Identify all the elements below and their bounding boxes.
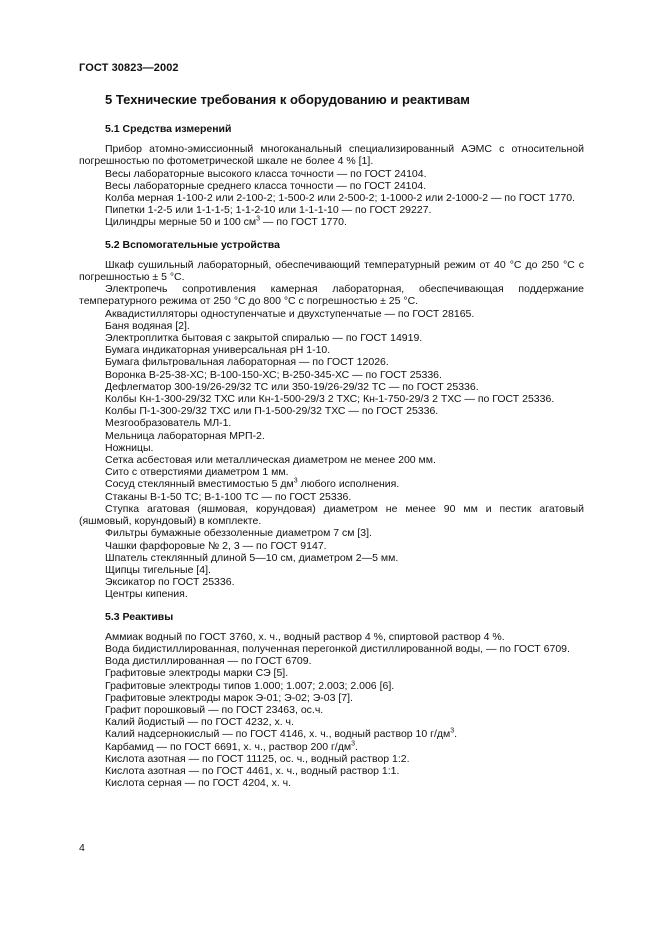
- section-title: 5 Технические требования к оборудованию и реактивам: [105, 92, 470, 107]
- paragraph: Весы лабораторные среднего класса точности — по ГОСТ 24104.: [105, 179, 427, 192]
- paragraph: Вода дистиллированная — по ГОСТ 6709.: [105, 655, 312, 668]
- subsection-title-5-3: 5.3 Реактивы: [105, 610, 174, 623]
- paragraph-carbamide: Карбамид — по ГОСТ 6691, х. ч., раствор 200 $г/дм^3$.: [105, 740, 358, 753]
- paragraph: Кислота азотная — по ГОСТ 4461, х. ч., водный раствор 1:1.: [105, 764, 400, 777]
- subsection-5-1-body: [79, 143, 584, 228]
- paragraph: Чашки фарфоровые № 2, 3 — по ГОСТ 9147.: [105, 539, 327, 552]
- page-content: [79, 92, 584, 789]
- paragraph: Колбы Кн-1-300-29/32 ТХС или Кн-1-500-29/3 2 ТХС; Кн-1-750-29/3 2 ТХС — по ГОСТ 25336.: [105, 393, 555, 406]
- paragraph: Ступка агатовая (яшмовая, корундовая) диаметром не менее 90 мм и пестик агатовый (яшмовый, корундовый) в комплекте.: [79, 502, 584, 528]
- paragraph: Дефлегматор 300-19/26-29/32 ТС или 350-19/26-29/32 ТС — по ГОСТ 25336.: [105, 380, 479, 393]
- paragraph: Кислота азотная — по ГОСТ 11125, ос. ч., водный раствор 1:2.: [105, 752, 410, 765]
- paragraph: Калий йодистый — по ГОСТ 4232, х. ч.: [105, 716, 294, 729]
- paragraph: Ножницы.: [105, 441, 154, 454]
- paragraph: Мельница лабораторная МРП-2.: [105, 429, 265, 442]
- paragraph: Щипцы тигельные [4].: [105, 563, 211, 576]
- paragraph: Стаканы В-1-50 ТС; В-1-100 ТС — по ГОСТ 25336.: [105, 490, 352, 503]
- paragraph: Мезгообразователь МЛ-1.: [105, 417, 232, 430]
- paragraph: Колба мерная 1-100-2 или 2-100-2; 1-500-2 или 2-500-2; 1-1000-2 или 2-1000-2 — по ГОСТ 1770.: [105, 192, 575, 205]
- subsection-5-3-body: [79, 631, 584, 790]
- paragraph: Эксикатор по ГОСТ 25336.: [105, 576, 235, 589]
- page-number: 4: [79, 842, 85, 854]
- paragraph-cylinders: Цилиндры мерные 50 и 100 $см^3$ — по ГОСТ 1770.: [105, 215, 347, 229]
- paragraph: Электроплитка бытовая с закрытой спиралью — по ГОСТ 14919.: [105, 332, 423, 345]
- paragraph: Кислота серная — по ГОСТ 4204, х. ч.: [105, 777, 292, 790]
- paragraph: Электропечь сопротивления камерная лабораторная, обеспечивающая поддержание температурного режима от 250 °С до 800 °С с погрешностью ± 25 °С.: [79, 283, 584, 308]
- paragraph: Аммиак водный по ГОСТ 3760, х. ч., водный раствор 4 %, спиртовой раствор 4 %.: [105, 630, 505, 643]
- paragraph: Фильтры бумажные обеззоленные диаметром 7 см [3].: [105, 527, 372, 540]
- paragraph: Бумага индикаторная универсальная pH 1-10.: [105, 344, 331, 357]
- paragraph: Воронка В-25-38-ХС; В-100-150-ХС; В-250-345-ХС — по ГОСТ 25336.: [105, 368, 442, 381]
- paragraph: Аквадистилляторы одноступенчатые и двухступенчатые — по ГОСТ 28165.: [105, 307, 475, 320]
- paragraph: Весы лабораторные высокого класса точности — по ГОСТ 24104.: [105, 167, 427, 180]
- paragraph: Колбы П-1-300-29/32 ТХС или П-1-500-29/32 ТХС — по ГОСТ 25336.: [105, 405, 439, 418]
- paragraph: Прибор атомно-эмиссионный многоканальный специализированный АЭМС с относительной погрешностью по фотометрической шкале не более 4 % [1].: [79, 143, 584, 168]
- subsection-title-5-1: 5.1 Средства измерений: [105, 123, 232, 135]
- paragraph: Графит порошковый — по ГОСТ 23463, ос.ч.: [105, 703, 324, 716]
- paragraph-potassium-persulfate: Калий надсернокислый — по ГОСТ 4146, х. ч., водный раствор 10 $г/дм^3$.: [105, 727, 458, 741]
- paragraph: Пипетки 1-2-5 или 1-1-1-5; 1-1-2-10 или 1-1-1-10 — по ГОСТ 29227.: [105, 204, 432, 217]
- paragraph: Сито с отверстиями диаметром 1 мм.: [105, 466, 289, 479]
- paragraph: Бумага фильтровальная лабораторная — по ГОСТ 12026.: [105, 356, 389, 369]
- paragraph: Шпатель стеклянный длиной 5—10 см, диаметром 2—5 мм.: [105, 551, 399, 564]
- paragraph: Графитовые электроды марок Э-01; Э-02; Э-03 [7].: [105, 691, 353, 704]
- paragraph: Графитовые электроды типов 1.000; 1.007; 2.003; 2.006 [6].: [105, 679, 395, 692]
- paragraph: Графитовые электроды марки СЭ [5].: [105, 667, 289, 680]
- subsection-title-5-2: 5.2 Вспомогательные устройства: [105, 238, 280, 251]
- paragraph-vessel: Сосуд стеклянный вместимостью 5 $дм^3$ любого исполнения.: [105, 477, 400, 491]
- document-code-header: ГОСТ 30823—2002: [79, 62, 179, 74]
- paragraph: Вода бидистиллированная, полученная перегонкой дистиллированной воды, — по ГОСТ 6709.: [105, 642, 570, 655]
- subsection-5-2-body: [79, 259, 584, 601]
- paragraph: Баня водяная [2].: [105, 319, 190, 332]
- paragraph: Шкаф сушильный лабораторный, обеспечивающий температурный режим от 40 °С до 250 °С с погрешностью ± 5 °С.: [79, 258, 584, 284]
- paragraph: Центры кипения.: [105, 588, 188, 601]
- paragraph: Сетка асбестовая или металлическая диаметром не менее 200 мм.: [105, 454, 436, 467]
